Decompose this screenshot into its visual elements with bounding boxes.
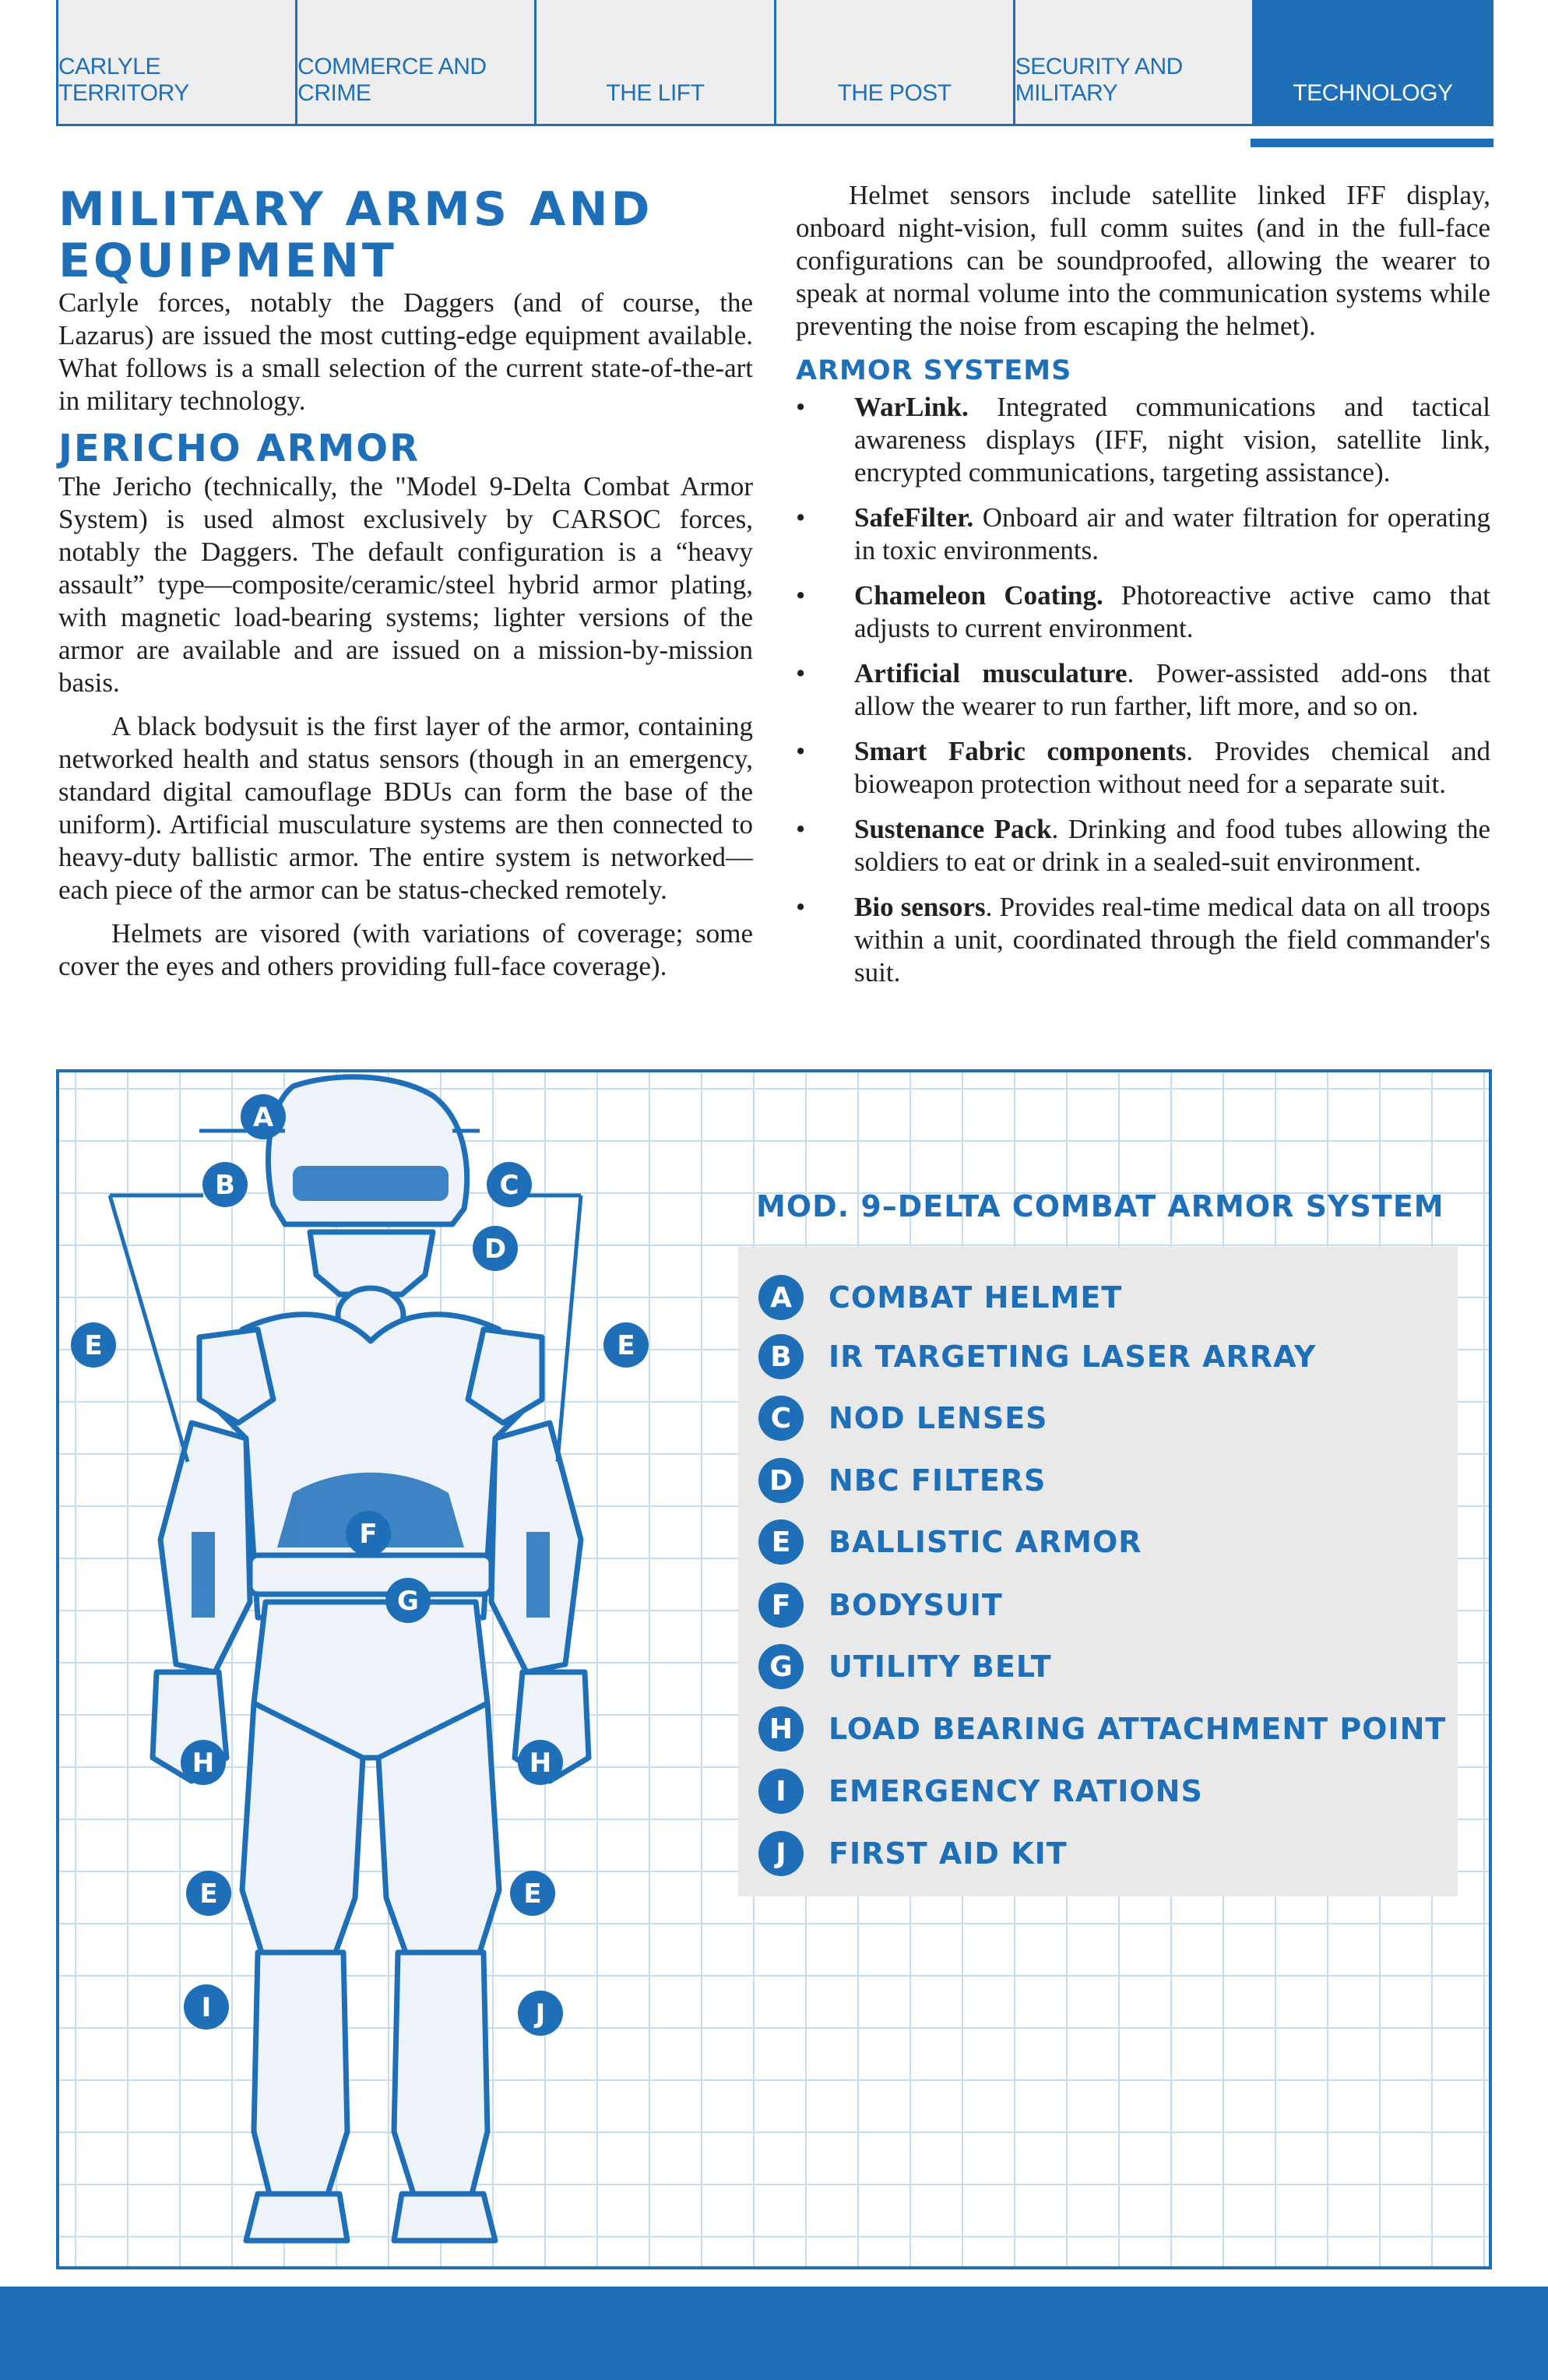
callout-h: H [529,1748,552,1779]
tab-carlyle-territory[interactable] [56,0,297,126]
armor-systems-list [796,391,1490,989]
item-desc: Integrated communications and tactical awareness displays (IFF, night vision, satellite link, encrypted communications, targeting assistance). [854,392,1490,488]
item-desc: Photoreactive active camo that adjusts to current environment. [854,580,1491,643]
item-desc: . Power-assisted add-ons that allow the wearer to run farther, lift more, and so on. [854,658,1490,721]
callout-a: A [252,1102,274,1133]
item-term: Artificial musculature [854,658,1128,688]
armor-diagram [56,1069,1492,2269]
callout-e: E [617,1330,635,1361]
body-paragraph: Helmets are visored (with variations of coverage; some cover the eyes and others providing full-face coverage). [58,918,753,981]
list-item [796,891,1490,989]
legend-badge: F [758,1583,804,1628]
tab-label: CARLYLE TERRITORY [58,54,189,106]
legend-label: FIRST AID KIT [829,1836,1068,1871]
legend-label: IR TARGETING LASER ARRAY [829,1340,1317,1374]
item-term: WarLink. [854,392,969,422]
legend-label: UTILITY BELT [829,1649,1052,1684]
legend-badge: C [758,1396,804,1441]
tab-the-lift[interactable] [534,0,776,126]
item-term: Bio sensors [854,892,986,922]
legend-badge: D [758,1458,804,1503]
left-column [58,184,753,983]
item-term: Sustenance Pack [854,814,1052,844]
legend-label: EMERGENCY RATIONS [829,1774,1203,1808]
legend-label: NBC FILTERS [829,1463,1047,1498]
list-item [796,657,1490,723]
legend-badge: B [758,1334,804,1379]
tab-security-and-military[interactable] [1013,0,1254,126]
body-paragraph: Helmet sensors include satellite linked IFF display, onboard night-vision, full comm suites (and in the full-face configurations can be soundproofed, allowing the wearer to speak at normal volume into the communication systems while preventing the noise from escaping the helmet). [796,180,1490,341]
diagram-title: MOD. 9–DELTA COMBAT ARMOR SYSTEM [756,1189,1444,1223]
page-title: MILITARY ARMS AND EQUIPMENT [58,182,653,288]
tab-commerce-and-crime[interactable] [295,0,537,126]
item-desc: . Provides real-time medical data on all troops within a unit, coordinated through the field commander's suit. [854,892,1491,988]
intro-paragraph: Carlyle forces, notably the Daggers (and of course, the Lazarus) are issued the most cutting-edge equipment available. What follows is a small selection of the current state-of-the-art in military technology. [58,287,753,416]
legend-badge: H [758,1706,804,1752]
list-item [796,813,1490,878]
tab-label: SECURITY AND MILITARY [1015,54,1183,106]
item-desc: Onboard air and water filtration for operating in toxic environments. [854,502,1490,565]
tab-label: TECHNOLOGY [1293,80,1453,106]
legend-badge: J [758,1831,804,1876]
callout-h: H [192,1748,215,1779]
active-tab-indicator [1251,139,1493,147]
item-term: Smart Fabric components [854,736,1187,766]
legend-badge: G [758,1644,804,1689]
legend-badge: E [758,1519,804,1565]
callout-d: D [484,1234,507,1265]
body-paragraph: The Jericho (technically, the "Model 9-Delta Combat Armor System) is used almost exclusively by CARSOC forces, notably the Daggers. The default configuration is a “heavy assault” type—composite/ceramic/steel hybrid armor plating, with magnetic load-bearing systems; lighter versions of the armor are available and are issued on a mission-by-mission basis. [58,471,753,698]
callout-e: E [199,1878,218,1910]
callout-e: E [84,1330,103,1361]
item-desc: . Drinking and food tubes allowing the soldiers to eat or drink in a sealed-suit environment. [854,814,1490,877]
tab-label: THE POST [837,80,952,106]
section-tabs [56,0,1493,126]
list-item [796,391,1490,489]
armor-figure [59,1072,1489,2266]
legend-badge: I [758,1769,804,1814]
item-term: Chameleon Coating. [854,580,1103,611]
list-item [796,502,1490,567]
callout-g: G [397,1586,419,1617]
callout-c: C [499,1170,519,1201]
list-item [796,735,1490,801]
figure-outline [153,1077,589,2241]
body-paragraph: A black bodysuit is the first layer of the armor, containing networked health and status sensors (though in an emergency, standard digital camouflage BDUs can form the base of the uniform). Artificial musculature systems are then connected to heavy-duty ballistic armor. The entire system is networked—each piece of the armor can be status-checked remotely. [58,711,753,905]
legend-label: BODYSUIT [829,1588,1003,1622]
callout-b: B [215,1170,235,1201]
tab-technology[interactable] [1252,0,1493,126]
legend-badge: A [758,1275,804,1320]
tab-label: COMMERCE AND CRIME [297,54,487,106]
footer-bar [0,2287,1548,2380]
subsection-heading: ARMOR SYSTEMS [796,355,1072,386]
callout-i: I [201,1992,212,2023]
tab-label: THE LIFT [606,80,705,106]
item-term: SafeFilter. [854,502,974,533]
right-column [796,179,1490,1002]
legend-label: BALLISTIC ARMOR [829,1525,1142,1559]
legend-label: NOD LENSES [829,1401,1048,1435]
list-item [796,579,1490,645]
legend-label: COMBAT HELMET [829,1280,1123,1315]
callout-f: F [359,1519,378,1550]
tab-the-post[interactable] [774,0,1015,126]
item-desc: . Provides chemical and bioweapon protection without need for a separate suit. [854,736,1490,799]
callout-e: E [523,1878,542,1910]
section-heading: JERICHO ARMOR [58,427,420,470]
callout-j: J [535,1998,546,2030]
legend-label: LOAD BEARING ATTACHMENT POINT [829,1712,1447,1746]
